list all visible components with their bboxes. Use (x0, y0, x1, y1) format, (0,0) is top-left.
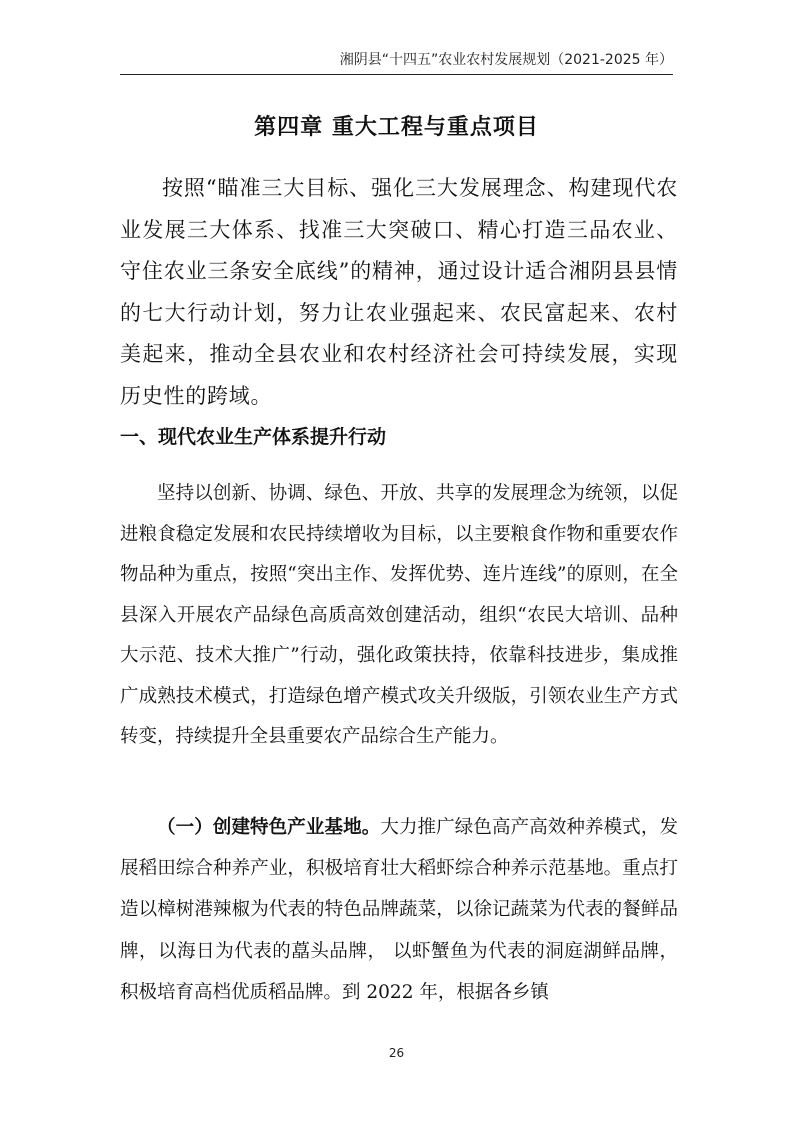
subsection-lead: （一）创建特色产业基地。 (157, 817, 381, 838)
subsection-text: 大力推广绿色高产高效种养模式，发展稻田综合种养产业，积极培育壮大稻虾综合种养示范基地。重点打造以樟树港辣椒为代表的特色品牌蔬菜，以徐记蔬菜为代表的餐鲜品牌，以海日为代表的藠头品牌， 以虾蟹鱼为代表的洞庭湖鲜品牌，积极培育高档优质稻品牌。到 2022 年，根据各乡镇 (120, 817, 678, 1003)
chapter-title: 第四章 重大工程与重点项目 (254, 115, 539, 140)
running-header (120, 50, 673, 75)
page-number: 26 (388, 1046, 405, 1060)
subsection-paragraph (120, 807, 678, 1013)
running-header-title: 湘阴县“十四五”农业农村发展规划（2021-2025 年） (339, 52, 673, 68)
section-heading: 一、现代农业生产体系提升行动 (120, 426, 387, 448)
intro-paragraph: 按照“瞄准三大目标、强化三大发展理念、构建现代农业发展三大体系、找准三大突破口、精心打造三品农业、守住农业三条安全底线”的精神，通过设计适合湘阴县县情的七大行动计划，努力让农业强起来、农民富起来、农村美起来，推动全县农业和农村经济社会可持续发展，实现历史性的跨域。 (120, 176, 678, 408)
section-paragraph: 坚持以创新、协调、绿色、开放、共享的发展理念为统领，以促进粮食稳定发展和农民持续增收为目标，以主要粮食作物和重要农作物品种为重点，按照“突出主作、发挥优势、连片连线”的原则，在全县深入开展农产品绿色高质高效创建活动，组织“农民大培训、品种大示范、技术大推广”行动，强化政策扶持，依靠科技进步，集成推广成熟技术模式，打造绿色增产模式攻关升级版，引领农业生产方式转变，持续提升全县重要农产品综合生产能力。 (120, 483, 678, 747)
